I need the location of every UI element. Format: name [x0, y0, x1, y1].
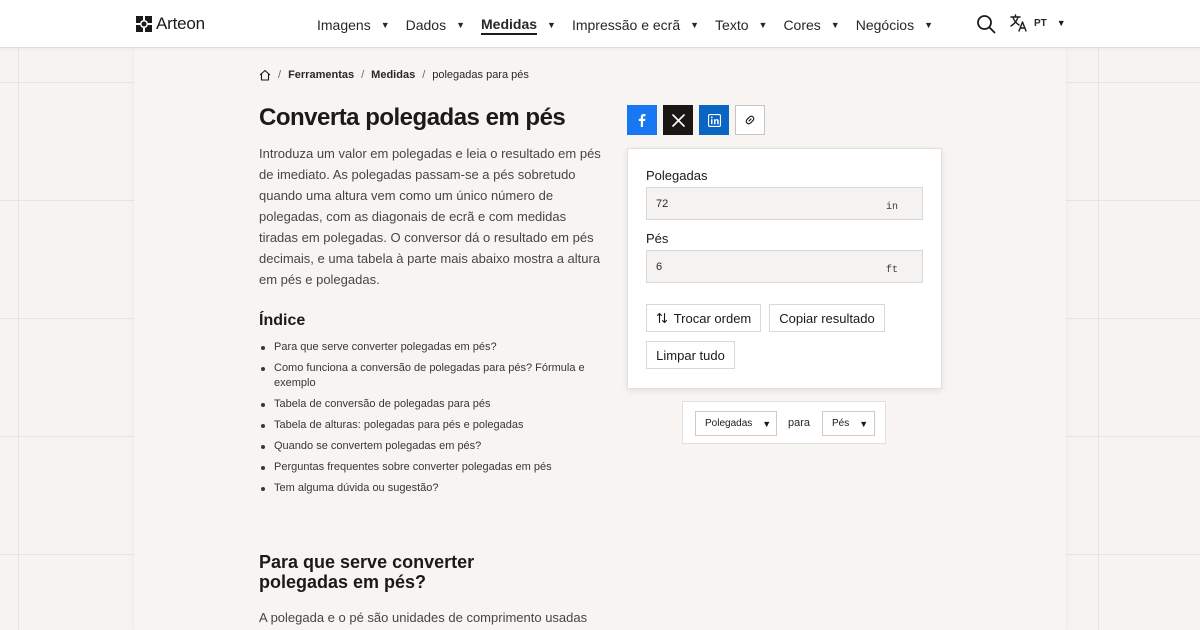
nav-item-cores[interactable]: [783, 16, 839, 34]
feet-unit: ft: [885, 265, 898, 276]
search-icon[interactable]: [976, 14, 996, 34]
nav-label: Imagens: [317, 17, 371, 33]
caret-down-icon: ▼: [690, 20, 700, 30]
copy-result-label: Copiar resultado: [779, 310, 875, 326]
x-icon: [672, 114, 685, 127]
nav-label: Dados: [405, 17, 447, 33]
caret-down-icon: ▼: [859, 418, 869, 429]
caret-down-icon: ▼: [547, 20, 556, 30]
share-x-button[interactable]: [663, 105, 693, 135]
swap-order-button[interactable]: [646, 304, 761, 332]
swap-icon: [656, 312, 668, 324]
breadcrumb-separator: /: [361, 69, 365, 81]
breadcrumb-separator: /: [422, 69, 426, 81]
nav-item-texto[interactable]: [715, 16, 767, 34]
caret-down-icon: ▼: [380, 20, 390, 30]
toc-item[interactable]: Tem alguma dúvida ou sugestão?: [259, 481, 589, 496]
linkedin-icon: [708, 114, 721, 127]
caret-down-icon: ▼: [762, 418, 772, 429]
caret-down-icon: ▼: [456, 20, 466, 30]
main-nav: [317, 16, 949, 34]
brand-logo[interactable]: [136, 14, 205, 34]
inches-label: Polegadas: [646, 168, 708, 183]
nav-item-dados[interactable]: [406, 16, 465, 34]
toc-item[interactable]: Perguntas frequentes sobre converter polegadas em pés: [259, 460, 589, 475]
breadcrumb-current: polegadas para pés: [432, 69, 529, 81]
logo-icon: [136, 16, 152, 32]
page-title: Converta polegadas em pés: [259, 104, 566, 131]
nav-item-medidas[interactable]: [481, 16, 556, 34]
toc-item[interactable]: Para que serve converter polegadas em pés?: [259, 340, 589, 355]
section-title: Para que serve converter polegadas em pés?: [259, 552, 475, 592]
copy-result-button[interactable]: [769, 304, 885, 332]
toc-item[interactable]: Quando se convertem polegadas em pés?: [259, 439, 589, 454]
from-unit-value: Polegadas: [705, 418, 753, 429]
nav-item-negocios[interactable]: [856, 16, 933, 34]
nav-label: Negócios: [855, 17, 915, 33]
link-icon: [743, 113, 757, 127]
from-unit-select[interactable]: [695, 411, 777, 436]
share-bar: [627, 105, 765, 135]
top-header: [0, 0, 1200, 48]
feet-value: 6: [656, 261, 663, 273]
home-icon[interactable]: [259, 69, 271, 81]
unit-connector: para: [788, 417, 811, 429]
breadcrumb-separator: /: [278, 69, 282, 81]
share-linkedin-button[interactable]: [699, 105, 729, 135]
swap-order-label: Trocar ordem: [673, 310, 752, 326]
feet-label: Pés: [646, 231, 669, 246]
nav-item-imagens[interactable]: [317, 16, 390, 34]
toc-item[interactable]: Como funciona a conversão de polegadas para pés? Fórmula e exemplo: [259, 361, 589, 391]
converter-card: [627, 148, 942, 389]
caret-down-icon: ▼: [758, 20, 768, 30]
caret-down-icon: ▼: [1056, 18, 1066, 28]
nav-item-impressao-e-ecra[interactable]: [572, 16, 699, 34]
nav-label: Cores: [783, 17, 821, 33]
share-facebook-button[interactable]: [627, 105, 657, 135]
copy-link-button[interactable]: [735, 105, 765, 135]
language-switcher[interactable]: [1010, 14, 1066, 32]
caret-down-icon: ▼: [830, 20, 840, 30]
feet-input[interactable]: [646, 250, 923, 283]
intro-paragraph: Introduza um valor em polegadas e leia o resultado em pés de imediato. As polegadas passam-se a pés sobretudo quando uma altura vem como um único número de polegadas, com as diagonais de ecrã e com medidas tiradas em polegadas. O conversor dá o resultado em pés decimais, e uma tabela à parte mais abaixo mostra a altura em pés e polegadas.: [259, 146, 601, 287]
to-unit-value: Pés: [832, 418, 850, 429]
clear-all-button[interactable]: [646, 341, 735, 369]
inches-unit: in: [885, 202, 898, 213]
inches-value: 72: [656, 198, 669, 210]
section-paragraph: A polegada e o pé são unidades de comprimento usadas: [259, 610, 588, 625]
breadcrumb-medidas[interactable]: Medidas: [371, 69, 416, 81]
toc-item[interactable]: Tabela de alturas: polegadas para pés e polegadas: [259, 418, 589, 433]
facebook-icon: [635, 113, 649, 127]
table-of-contents: [259, 340, 589, 502]
breadcrumb-ferramentas[interactable]: Ferramentas: [288, 69, 355, 81]
inches-input[interactable]: [646, 187, 923, 220]
breadcrumb: [259, 69, 529, 81]
nav-label: Medidas: [481, 16, 537, 35]
caret-down-icon: ▼: [924, 20, 934, 30]
to-unit-select[interactable]: [822, 411, 875, 436]
clear-all-label: Limpar tudo: [656, 347, 725, 363]
brand-name: Arteon: [156, 14, 205, 33]
language-code: PT: [1034, 17, 1047, 29]
nav-label: Impressão e ecrã: [571, 17, 681, 33]
nav-label: Texto: [715, 17, 749, 33]
toc-item[interactable]: Tabela de conversão de polegadas para pés: [259, 397, 589, 412]
unit-selector: [682, 401, 886, 444]
translate-icon: [1010, 14, 1028, 32]
toc-title: Índice: [259, 312, 306, 329]
